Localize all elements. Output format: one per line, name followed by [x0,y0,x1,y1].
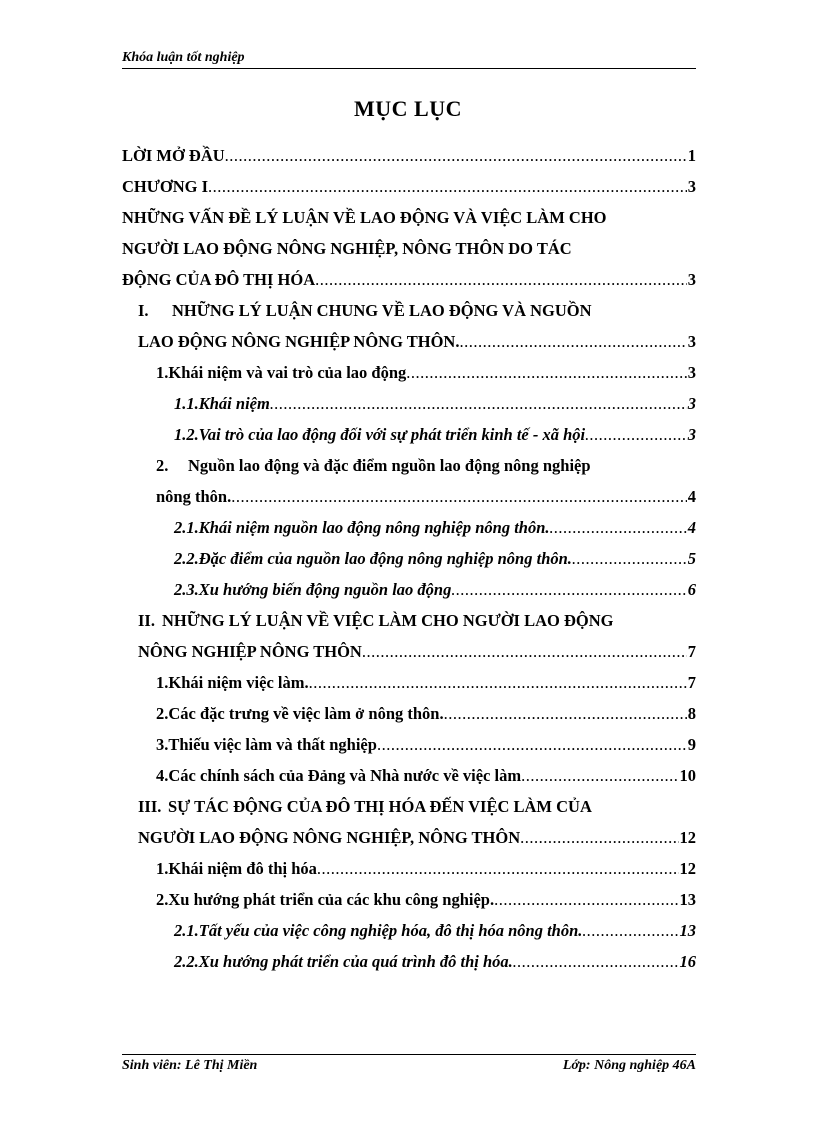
dot-leader [459,326,686,357]
page-title: MỤC LỤC [354,96,462,121]
page-number: 5 [687,549,696,568]
toc-entry-ii-4[interactable]: 4. Các chính sách của Đảng và Nhà nước về việc làm ..... 10 [122,760,696,791]
toc-entry-section-i[interactable]: I. NHỮNG LÝ LUẬN CHUNG VỀ LAO ĐỘNG VÀ NGUỒN LAO ĐỘNG NÔNG NGHIỆP NÔNG THÔN. ..... 3 [122,295,696,357]
page-header: Khóa luận tốt nghiệp [122,50,245,65]
toc-entry-ii-1[interactable]: 1. Khái niệm việc làm. ..... 7 [122,667,696,698]
toc-entry-i-1-2[interactable]: 1.2. Vai trò của lao động đối với sự phát triển kinh tế - xã hội ..... 3 [122,419,696,450]
page-number: 12 [679,859,696,878]
page-number: 1 [687,146,696,165]
page-number: 8 [687,704,696,723]
page-number: 4 [687,518,696,537]
page-number: 3 [687,363,696,382]
page-number: 3 [687,332,696,351]
page-number: 9 [687,735,696,754]
page-number: 13 [679,890,696,909]
table-of-contents [122,140,696,977]
dot-leader [231,481,687,512]
dot-leader [521,760,678,791]
page-number: 3 [687,425,696,444]
page-number: 3 [687,394,696,413]
page-number: 10 [679,766,696,785]
toc-entry-i-2-2[interactable]: 2.2. Đặc điểm của nguồn lao động nông nghiệp nông thôn. ..... 5 [122,543,696,574]
dot-leader [582,915,678,946]
toc-entry-chuong-1[interactable]: CHƯƠNG I ..... 3 [122,171,696,202]
dot-leader [572,543,687,574]
toc-entry-i-1[interactable]: 1. Khái niệm và vai trò của lao động ..... 3 [122,357,696,388]
page-number: 4 [687,487,696,506]
page-number: 12 [679,828,696,847]
dot-leader [494,884,678,915]
toc-entry-i-2-3[interactable]: 2.3. Xu hướng biến động nguồn lao động ..... 6 [122,574,696,605]
toc-entry-iii-2[interactable]: 2. Xu hướng phát triển của các khu công nghiệp. ..... 13 [122,884,696,915]
footer-class: Lớp: Nông nghiệp 46A [562,1058,696,1073]
dot-leader [208,171,687,202]
toc-entry-chapter-title[interactable]: NHỮNG VẤN ĐỀ LÝ LUẬN VỀ LAO ĐỘNG VÀ VIỆC LÀM CHO NGƯỜI LAO ĐỘNG NÔNG NGHIỆP, NÔNG THÔN DO TÁC ĐỘNG CỦA ĐÔ THỊ HÓA ..... 3 [122,202,696,295]
footer-student: Sinh viên: Lê Thị Miền [122,1058,258,1073]
toc-entry-iii-2-1[interactable]: 2.1. Tất yếu của việc công nghiệp hóa, đô thị hóa nông thôn. ..... 13 [122,915,696,946]
dot-leader [550,512,687,543]
toc-entry-i-1-1[interactable]: 1.1. Khái niệm ..... 3 [122,388,696,419]
header-divider [122,68,696,69]
dot-leader [520,822,678,853]
page-number: 3 [687,270,696,289]
footer-divider [122,1054,696,1055]
dot-leader [444,698,687,729]
dot-leader [377,729,687,760]
page-number: 7 [687,673,696,692]
page-number: 7 [687,642,696,661]
toc-entry-section-iii[interactable]: III. SỰ TÁC ĐỘNG CỦA ĐÔ THỊ HÓA ĐẾN VIỆC LÀM CỦA NGƯỜI LAO ĐỘNG NÔNG NGHIỆP, NÔNG THÔN ..... 12 [122,791,696,853]
toc-entry-iii-1[interactable]: 1. Khái niệm đô thị hóa ..... 12 [122,853,696,884]
dot-leader [585,419,687,450]
toc-entry-loi-mo-dau[interactable]: LỜI MỞ ĐẦU ..... 1 [122,140,696,171]
toc-entry-i-2[interactable]: 2. Nguồn lao động và đặc điểm nguồn lao động nông nghiệp nông thôn. ..... 4 [122,450,696,512]
dot-leader [317,853,679,884]
dot-leader [309,667,687,698]
dot-leader [513,946,679,977]
toc-entry-ii-2[interactable]: 2. Các đặc trưng về việc làm ở nông thôn. ..... 8 [122,698,696,729]
toc-entry-ii-3[interactable]: 3. Thiếu việc làm và thất nghiệp ..... 9 [122,729,696,760]
toc-entry-section-ii[interactable]: II. NHỮNG LÝ LUẬN VỀ VIỆC LÀM CHO NGƯỜI LAO ĐỘNG NÔNG NGHIỆP NÔNG THÔN ..... 7 [122,605,696,667]
dot-leader [315,264,687,295]
dot-leader [362,636,687,667]
toc-entry-i-2-1[interactable]: 2.1. Khái niệm nguồn lao động nông nghiệp nông thôn. ..... 4 [122,512,696,543]
page-number: 16 [679,952,696,971]
page-number: 13 [679,921,696,940]
dot-leader [406,357,686,388]
toc-entry-iii-2-2[interactable]: 2.2. Xu hướng phát triển của quá trình đô thị hóa. ..... 16 [122,946,696,977]
dot-leader [451,574,686,605]
page-number: 3 [687,177,696,196]
dot-leader [270,388,687,419]
dot-leader [225,140,687,171]
page-number: 6 [687,580,696,599]
